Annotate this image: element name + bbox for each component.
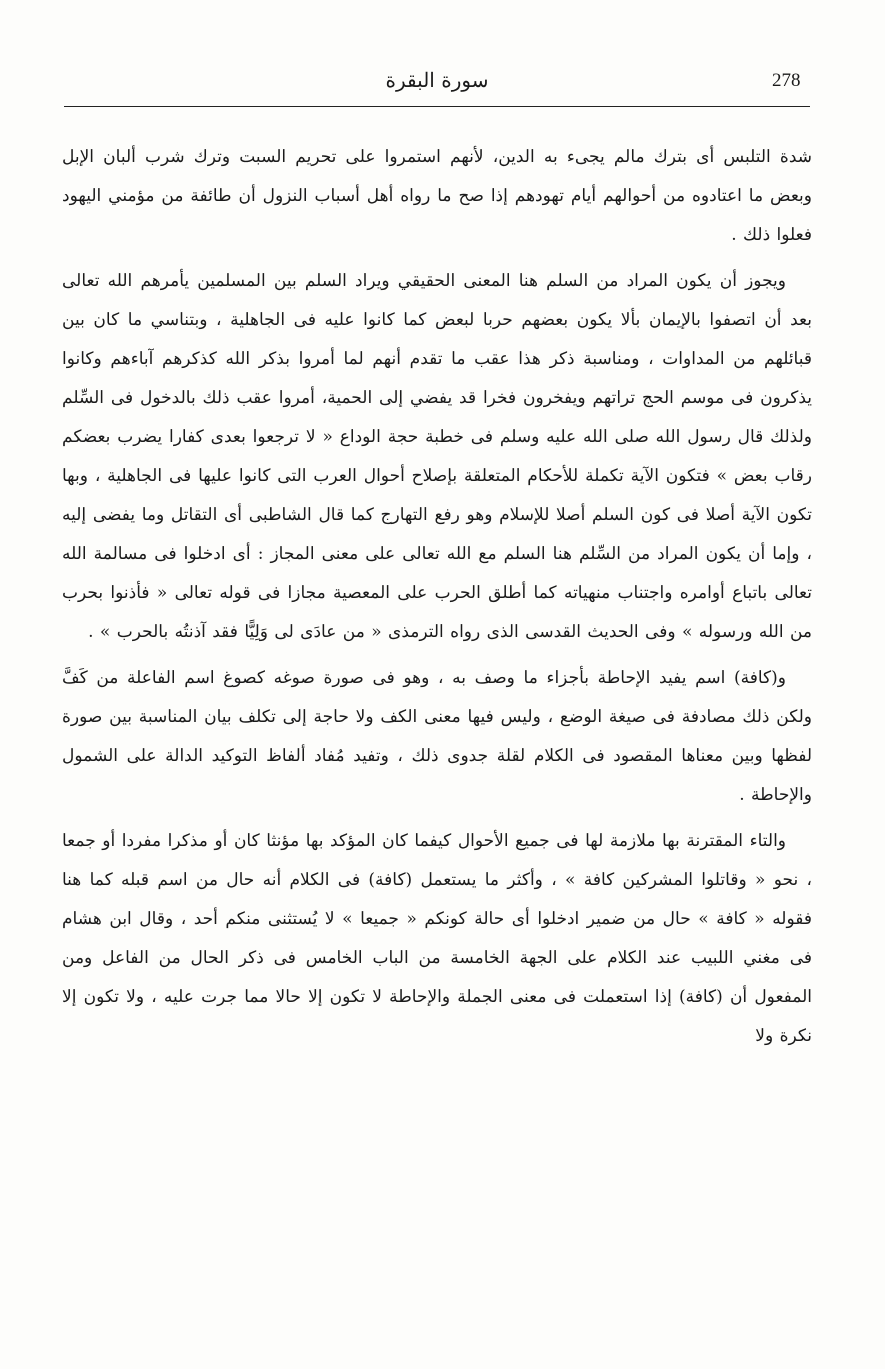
page-body <box>62 138 812 1056</box>
page-header <box>64 66 810 107</box>
paragraph: و(كافة) اسم يفيد الإحاطة بأجزاء ما وصف به ، وهو فى صورة صوغه كصوغ اسم الفاعلة من كَفَّ ولكن ذلك مصادفة فى صيغة الوضع ، وليس فيها معنى الكف ولا حاجة إلى تكلف بيان المناسبة بين صورة لفظها وبين معناها المقصود فى الكلام لقلة جدوى ذلك ، وتفيد مُفاد ألفاظ التوكيد الدالة على الشمول والإحاطة . <box>62 668 812 805</box>
paragraph: شدة التلبس أى بترك مالم يجىء به الدين، لأنهم استمروا على تحريم السبت وترك شرب ألبان الإبل وبعض ما اعتادوه من أحوالهم أيام تهودهم إذا صح ما رواه أهل أسباب النزول أن طائفة من مؤمني اليهود فعلوا ذلك . <box>62 147 812 245</box>
paragraph: والتاء المقترنة بها ملازمة لها فى جميع الأحوال كيفما كان المؤكد بها مؤنثا كان أو مذكرا مفردا أو جمعا ، نحو « وقاتلوا المشركين كافة » ، وأكثر ما يستعمل (كافة) فى الكلام أنه حال من اسم قبله كما هنا فقوله « كافة » حال من ضمير ادخلوا أى حالة كونكم « جميعا » لا يُستثنى منكم أحد ، وقال ابن هشام فى مغني اللبيب عند الكلام على الجهة الخامسة من الباب الخامس فى ذكر الحال من الفاعل ومن المفعول أن (كافة) إذا استعملت فى معنى الجملة والإحاطة لا تكون إلا حالا مما جرت عليه ، ولا تكون إلا نكرة ولا <box>62 831 812 1046</box>
page-number: 278 <box>772 70 801 91</box>
paragraph: ويجوز أن يكون المراد من السلم هنا المعنى الحقيقي ويراد السلم بين المسلمين يأمرهم الله تعالى بعد أن اتصفوا بالإيمان بألا يكون بعضهم حربا لبعض كما كانوا عليه فى الجاهلية ، وبتناسي ما كان بين قبائلهم من المداوات ، ومناسبة ذكر هذا عقب ما تقدم أنهم لما أمروا بذكر الله كذكرهم آباءهم وكانوا يذكرون فى موسم الحج تراتهم ويفخرون فخرا قد يفضي إلى الحمية، أمروا عقب ذلك بالدخول فى السِّلم ولذلك قال رسول الله صلى الله عليه وسلم فى خطبة حجة الوداع « لا ترجعوا بعدى كفارا يضرب بعضكم رقاب بعض » فتكون الآية تكملة للأحكام المتعلقة بإصلاح أحوال العرب التى كانوا عليها فى الجاهلية ، وبها تكون الآية أصلا فى كون السلم أصلا للإسلام وهو رفع التهارج كما قال الشاطبى أى التقاتل وما يفضى إليه ، وإما أن يكون المراد من السِّلم هنا السلم مع الله تعالى على معنى المجاز : أى ادخلوا فى مسالمة الله تعالى باتباع أوامره واجتناب منهياته كما أطلق الحرب على المعصية مجازا فى قوله تعالى « فأذنوا بحرب من الله ورسوله » وفى الحديث القدسى الذى رواه الترمذى « من عادَى لى وَلِيًّا فقد آذنتُه بالحرب » . <box>62 271 812 642</box>
surah-title: سورة البقرة <box>385 68 489 92</box>
